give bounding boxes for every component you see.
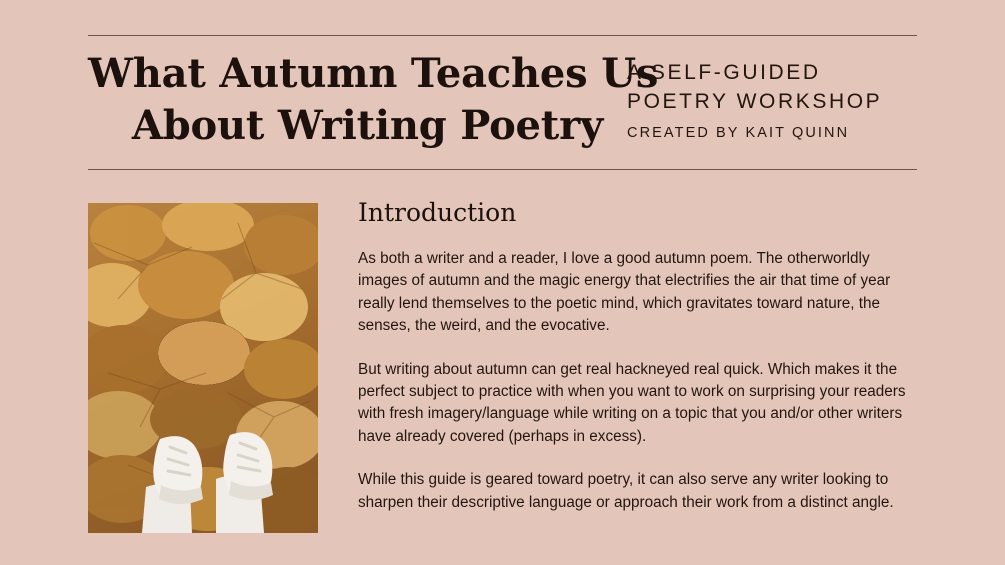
header-subtitle (627, 44, 917, 146)
paragraph-2: But writing about autumn can get real hackneyed real quick. Which makes it the perfect subject to practice with when you want to work on surprising your readers with fresh imagery/language while writing on a topic that you and/or other writers have already covered (perhaps in excess). (358, 360, 906, 445)
body-content (358, 196, 918, 514)
header-top-divider (88, 35, 917, 36)
subtitle-line-1: A SELF-GUIDED (627, 61, 821, 84)
photo-feet-in-autumn-leaves (88, 203, 318, 533)
page-title-line-1: What Autumn Teaches Us (88, 50, 659, 97)
paragraph-1: As both a writer and a reader, I love a good autumn poem. The otherworldly images of autumn and the magic energy that electrifies the air that time of year really lend themselves to the poetic mind, which gravitates toward nature, the senses, the weird, and the evocative. (358, 250, 891, 335)
header (88, 44, 917, 162)
paragraph-3: While this guide is geared toward poetry, it can also serve any writer looking to sharpen their descriptive language or approach their work from a distinct angle. (358, 471, 894, 511)
section-heading: Introduction (358, 198, 517, 227)
page-title (88, 44, 659, 152)
page-title-line-2: About Writing Poetry (131, 102, 603, 149)
subtitle-line-2: POETRY WORKSHOP (627, 90, 883, 113)
author-credit: CREATED BY KAIT QUINN (627, 125, 850, 141)
header-bottom-divider (88, 169, 917, 170)
